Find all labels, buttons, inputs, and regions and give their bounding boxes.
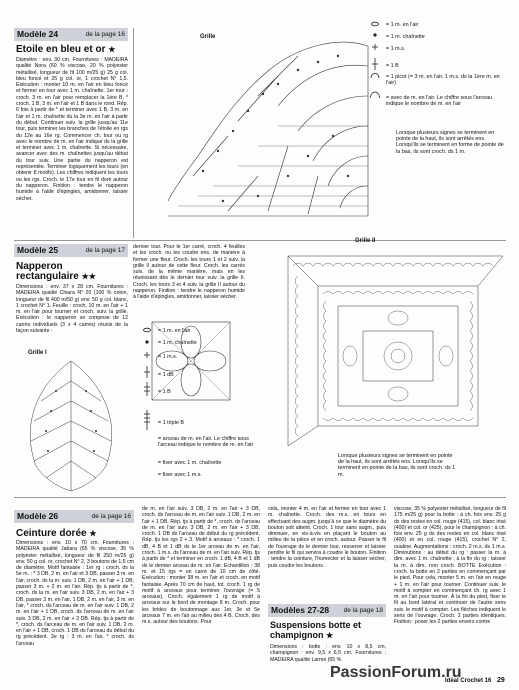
legend-double-crochet: = 1 B — [386, 63, 399, 69]
star-crochet-chart — [138, 26, 378, 236]
model-24-title — [16, 44, 115, 55]
model-24-header — [14, 28, 128, 41]
legend-mid-slip: = 1 m. chaînette — [158, 340, 197, 346]
divider-horizontal-1 — [14, 240, 506, 241]
legend-top-symbols — [368, 20, 382, 110]
square-crochet-chart — [278, 246, 508, 456]
legend-chain-stitch: = 1 m. en l'air — [386, 22, 419, 28]
model-26-label: Modèle 26 — [17, 511, 59, 521]
footer-brand-text: Idéal Crochet 16 — [445, 678, 492, 684]
model-26-page-ref: de la page 16 — [91, 513, 131, 520]
legend-mid-symbols — [140, 326, 154, 466]
leaf-crochet-chart — [16, 356, 126, 496]
grille-2-label: Grille II — [355, 238, 376, 244]
legend-mid-fix-single: = fixer avec 1 m.s. — [158, 472, 202, 478]
legend-mid-arch: = arceau de m. en l'air. Le chiffre sous l'arceau indique le nombre de m. en l'air — [158, 436, 254, 449]
model-24-stars: ★ — [108, 45, 116, 54]
model-27-title-text: Suspensions botte et champignon — [270, 620, 362, 640]
model-26-body-col2: de m. en l'air suiv. 3 DB, 2 m. en l'air + 3 DB, croch. ds l'arceau de m. en l'air suiv. 1 DB, 2 m. en l'air + 1 DB. Rép. tjs à partir de *, croch. ds l'arceau de m. en l'air suiv. 3 DB, 2 m. en l'air + 3 DB, croch. 1 DB ds l'arceau de début du rg précédent. Rép. tjs les rgs 2 + 3. Motif à arceaux : * croch. 1 dB, 4 B et 1 dB ds le 1er arceau de m. en l'air, croch. 1 m.s. ds l'arceau de m. en l'air suiv. Rép. tjs à partir de * et terminer en croch. 1 dB, 4 B et 1 dB ds le dernier arceau de m. en l'air. Echantillon : 38 m. et 15 rgs = un carré de 10 cm de côté. Exécution : monter 38 m. en l'air et croch. en motif fantaisie. Après 70 cm de haut, tot. croch. 1 rg de motif à arceaux pour terminer l'ouvrage (= 5 arceaux). Croch. également 1 rg de motif à arceaux sur le bord de montage 8 m. Croch. pour les brides de boutonnage aux 1er, 3e et 5e arceaux 7 m. en l'air au milieu des 4 B. Croch. des m.s. autour des boutons. Pour — [142, 506, 260, 626]
model-25-title-text: Napperon rectangulaire — [16, 261, 79, 282]
model-24-body: Diamètre : env. 30 cm. Fournitures : MADEIRA qualité Nora (60 % viscose, 20 % polyester métallisé, longueur de fil 100 m/25 g) 25 g col. bleu foncé et 25 g col. or, 1 crochet N° 1,5. Exécution : monter 10 m. en l'air en bleu foncé et fermer en tour avec 1 m. chaînette. 1er tour : croch. 3 m. en l'air pour remplacer la 1ère B, * croch. 1 B, 3 m. en l'air et 1 B dans le rond. Rép. 6 fois à partir de * et terminer avec 1 B, 3 m. en l'air et 1 m. chaînette du la 3e m. en l'air à partir du début. Continuer suiv. la grille jusqu'au 11e tour, puis terminer les branches de l'étoile en rgs du 12e au 16e rg. Commencer ch. tour ou rg avec le nombre de m. en l'air indiqué ds la grille et terminer avec 1 m. chaînette. Si nécessaire, avancer avec des m. chaînettes jusqu'au début du tour suiv. Une partie du napperon est représentée. Terminer logiquement les tours (en obtenir 8 motifs). Les chiffres indiquent les tours ou les rgs. Croch. le 17e tour en fil doré autour du napperon. Finition : tendre le napperon humide à l'aide d'épingles, amidonner, laisser sécher. — [16, 57, 128, 202]
note-top: Lorsque plusieurs signes se terminent en pointe de la haut, ils sont arrêtés ens. Lorsqu'ils se terminent en forme de pointe de la bas, ils sont croch. ds 1 m. — [396, 130, 504, 155]
footer-page-number: 29 — [497, 677, 505, 684]
legend-mid-half-double: = 1 dB — [158, 372, 174, 378]
model-27-body: Dimensions : botte : env. 10 x 8,5 cm, champignon : env. 9,5 x 6,5 cm. Fournitures : MADEIRA qualité Larmé (65 % — [270, 644, 386, 663]
model-26-stars: ★ — [89, 529, 97, 538]
model-26-title — [16, 528, 97, 539]
model-25-stars: ★★ — [81, 272, 96, 281]
model-26-header — [14, 510, 134, 523]
legend-mid-triple: = 1 triple B — [158, 420, 184, 426]
model-25-title — [16, 262, 126, 282]
model-27-title — [270, 620, 386, 641]
model-24-label: Modèle 24 — [17, 29, 59, 39]
legend-mid-chain: = 1 m. en l'air — [158, 328, 191, 334]
grille-label: Grille — [200, 34, 216, 40]
model-26-body: Dimensions : env. 10 x 70 cm. Fournitures : MADEIRA qualité Jabara (65 % viscose, 35 % polyester métallisé, longueur de fil 250 m/25 g) env. 50 g col. or, crochet N° 2, 3 boutons de 1,5 cm de diamètre. Motif fantaisie : 1er rg : croch. ds la 5e m. : * 3 DB, 2 m. en l'air et 3 DB, passer 3 m. en l'air, croch. ds la m. suiv. 1 DB, 2 m. en l'air + 1 DB, passer 3 m. + 2 m. en l'air. Rép. tjs à partir de *, croch. ds la m. en l'air suiv. 3 DB, 2 m. en l'air + 3 DB, passer 3 m. en l'air, 1 DB, 2 m. en l'air, 3 m. en l'air, * croch. ds l'arceau de m. en l'air suiv. 1 DB, 2 m. en l'air + 1 DB, croch. ds l'arceau de m. en l'air suiv. 3 DB, 2 m. en l'air + 3 DB. Rép. tjs à partir de *, croch. ds l'arceau de m. en l'air suiv. 1 DB, 2 m. en l'air + 1 DB, croch. 1 DB ds l'arceau du début du rg précédent. 3e rg : 3 m. en l'air, * croch. ds l'arceau — [16, 540, 134, 647]
model-25-header — [14, 244, 128, 257]
model-27-body-col4: viscose, 35 % polyester métallisé, longueur de fil 175 m/25 g) pour la botte : à ch. fois env. 25 g ds des restes en col. rouge (415), col. blanc irisé (400) et col. or (425), pour le champignon : à ch. fois env. 25 g ds des restes en col. blanc irisé (400) et en col. rouge (415), crochet N° 2, ouatine. Augmentations : croch. 2 m.s. ds 1 m.s. Diminutions : au début du rg : passer la m. à dim. avec 1 m. chaînette ; à la fin du rg : laisser la m. à dim. non croch. BOTTE Exécution : croch. la botte en 2 parties en commençant par le pied. Pour cela, monter 5 m. en l'air en rouge + 1 m. en l'air pour tourner. Continuer suiv. le motif à compter en commençant ch. rg avec 1 m. en l'air pour tourner. À la fin du pied, fixer le fil au bord latéral et continuer de l'autre sens suiv. le motif à compter. Les flèches indiquent le sens de l'ouvrage. Croch. 2 parties identiques. Finition : poser les 2 parties envers contre — [394, 506, 506, 626]
model-25-label: Modèle 25 — [17, 245, 59, 255]
watermark: PassionForum.ru — [330, 664, 462, 681]
model-27-header — [268, 604, 386, 617]
model-24-page-ref: de la page 16 — [85, 31, 125, 38]
model-27-label: Modèles 27-28 — [271, 605, 330, 615]
model-26-body-col3: cela, monter 4 m. en l'air et fermer en tour avec 1 m. chaînette. Croch. des m.s. en tours en effectuant des augm. jusqu'à ce que le diamètre du bouton soit atteint. Croch. 1 tour sans augm., puis diminuer, en vis-à-vis en plaçant le bouton au milieu de la pièce et en croch. autour. Passer le fil de l'ouvrage ds le dernier tour, resserrer et laisser pendre le fil qui servira à coudre le bouton. Finition : tendre la ceinture, l'humecter et la laisser sécher, puis coudre les boutons. — [268, 506, 386, 569]
model-25-body: Dimensions : env. 37 x 28 cm. Fournitures : MADEIRA qualité Chiara N° 20 (100 % coton, longueur de fil 400 m/50 g) env. 50 g col. blanc, 1 crochet N° 1. Feuille : croch. 10 m. en l'air + 1 m. en l'air pour tourner et croch. suiv. la grille. Exécution : le napperon se compose de 12 carrés individuels (3 x 4 carrés) réunis de la façon suivante : — [16, 284, 128, 335]
model-25-page-ref: de la page 17 — [85, 247, 125, 254]
legend-chain-arch: = avec de m. en l'air. Le chiffre sous l'arceau indique le nombre de m. en l'air — [386, 95, 493, 108]
model-26-title-text: Ceinture dorée — [16, 528, 87, 539]
model-27-page-ref: de la page 18 — [343, 607, 383, 614]
divider-horizontal-2 — [14, 497, 506, 498]
legend-mid-fix-slip: = fixer avec 1 m. chaînette — [158, 460, 222, 466]
legend-slip-stitch: = 1 m. chaînette — [386, 34, 425, 40]
legend-mid-double: = 1 B — [158, 389, 171, 395]
divider-vertical-top — [133, 28, 134, 238]
legend-mid-single: = 1 m.s. — [158, 354, 178, 360]
model-24-title-text: Etoile en bleu et or — [16, 44, 106, 55]
model-27-stars: ★ — [326, 631, 334, 640]
note-mid: Lorsque plusieurs signes se terminent en pointe de la haut, ils sont arrêtés ens. Lorsqu'ils se terminent en pointe de la bas, ils sont croch. ds 1 m. — [338, 453, 456, 478]
grille-1-label: Grille I — [28, 350, 47, 356]
legend-single-crochet: = 1 m.s. — [386, 46, 406, 52]
model-25-body-col2: dernier tour. Pour le 1er carré, croch. 4 feuilles et les croch. ou les coudre ens. de manière à former une fleur. Croch. les tours 1 et 2 suiv. la grille II autour de cette fleur. Croch. les carrés suiv. de la même manière, mais en les réunissant dès le dernier tour suiv. la grille II. Croch. les tours 3 et 4 suiv. la grille II autour du napperon. Finition : tendre le napperon humide à l'aide d'épingles, amidonner, laisser sécher. — [133, 244, 245, 301]
legend-picot: = 1 picot (= 3 m. en l'air, 1 m.s. ds la 1ère m. en l'air) — [386, 74, 500, 87]
